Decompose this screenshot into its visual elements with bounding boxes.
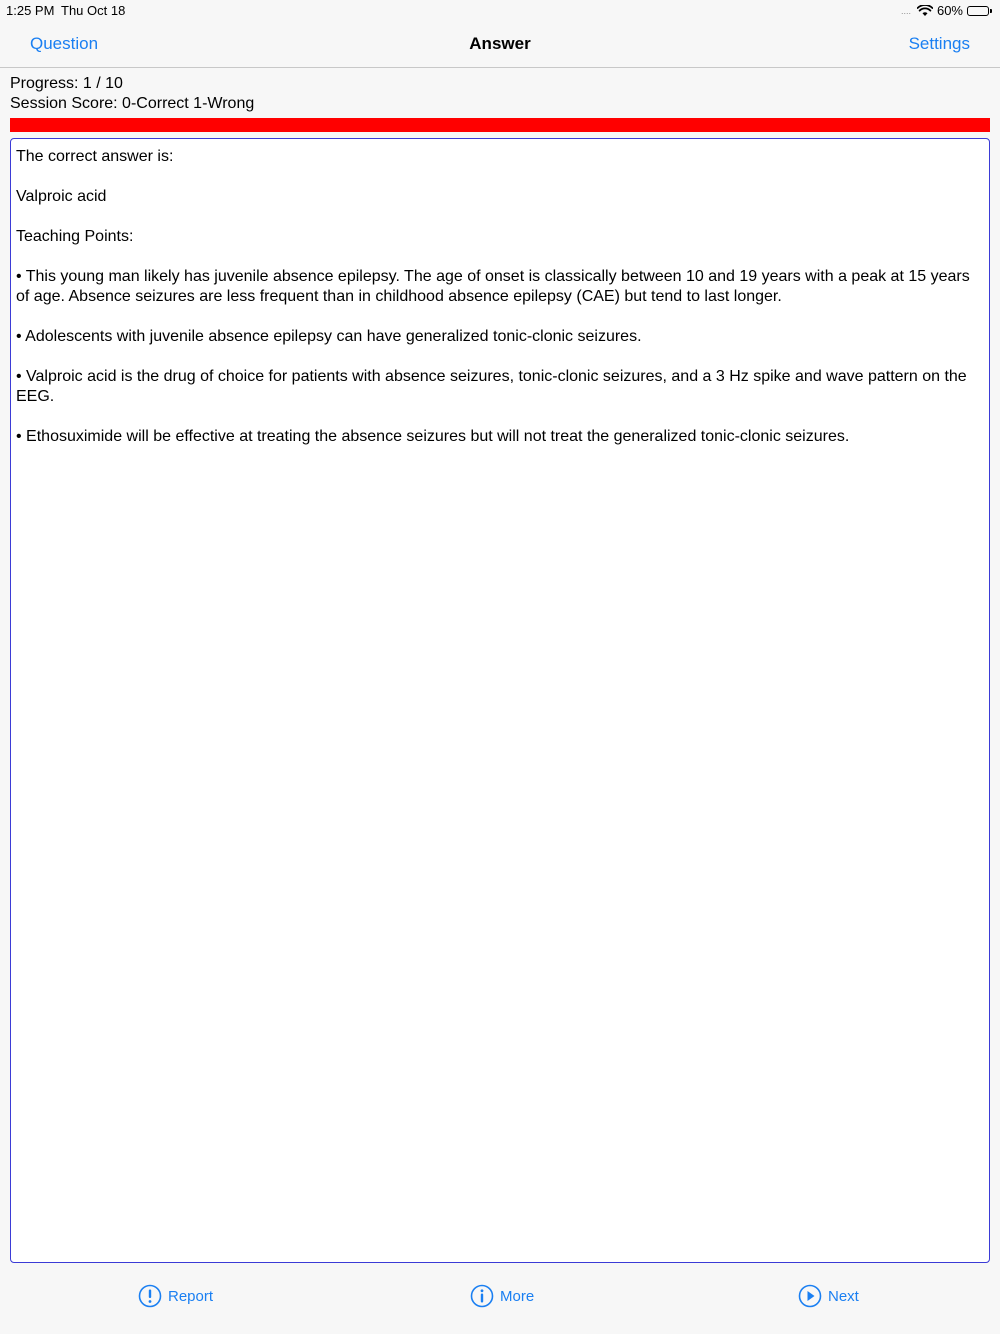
exclamation-circle-icon <box>138 1284 162 1308</box>
report-button[interactable] <box>138 1284 213 1308</box>
settings-button[interactable]: Settings <box>908 34 970 53</box>
next-label: Next <box>828 1287 859 1305</box>
bottom-toolbar <box>0 1270 1000 1334</box>
more-button[interactable] <box>470 1284 534 1308</box>
next-button[interactable] <box>798 1284 859 1308</box>
answer-intro: The correct answer is: <box>16 148 174 165</box>
teaching-point: • Valproic acid is the drug of choice for patients with absence seizures, tonic-clonic seizures, and a 3 Hz spike and wave pattern on the EEG. <box>16 368 967 405</box>
progress-label: Progress: 1 / 10 <box>10 75 123 92</box>
answer-text-view[interactable] <box>10 138 990 1263</box>
teaching-point: • Ethosuximide will be effective at treating the absence seizures but will not treat the generalized tonic-clonic seizures. <box>16 428 850 445</box>
question-button[interactable]: Question <box>30 34 99 53</box>
status-time: 1:25 PM <box>6 3 55 18</box>
correct-answer: Valproic acid <box>16 188 107 205</box>
teaching-points-heading: Teaching Points: <box>16 228 134 245</box>
signal-icon: .... <box>900 5 911 16</box>
report-label: Report <box>168 1287 214 1305</box>
progress-info <box>10 74 254 114</box>
wifi-icon <box>917 5 933 17</box>
more-label: More <box>500 1287 535 1305</box>
play-circle-icon <box>798 1284 822 1308</box>
battery-percent: 60% <box>936 3 963 18</box>
info-circle-icon <box>470 1284 494 1308</box>
battery-icon <box>967 6 992 16</box>
progress-bar <box>10 118 990 132</box>
progress-bar-fill <box>10 118 990 132</box>
page-title: Answer <box>469 34 531 53</box>
status-bar <box>0 0 1000 22</box>
status-indicators <box>901 3 992 18</box>
session-score-label: Session Score: 0-Correct 1-Wrong <box>10 95 255 112</box>
teaching-point: • This young man likely has juvenile absence epilepsy. The age of onset is classically between 10 and 19 years with a peak at 15 years of age. Absence seizures are less frequent than in childhood absence epilepsy (CAE) but tend to last longer. <box>16 268 970 305</box>
teaching-point: • Adolescents with juvenile absence epilepsy can have generalized tonic-clonic seizures. <box>16 328 642 345</box>
status-date: Thu Oct 18 <box>61 3 126 18</box>
nav-bar <box>0 22 1000 68</box>
